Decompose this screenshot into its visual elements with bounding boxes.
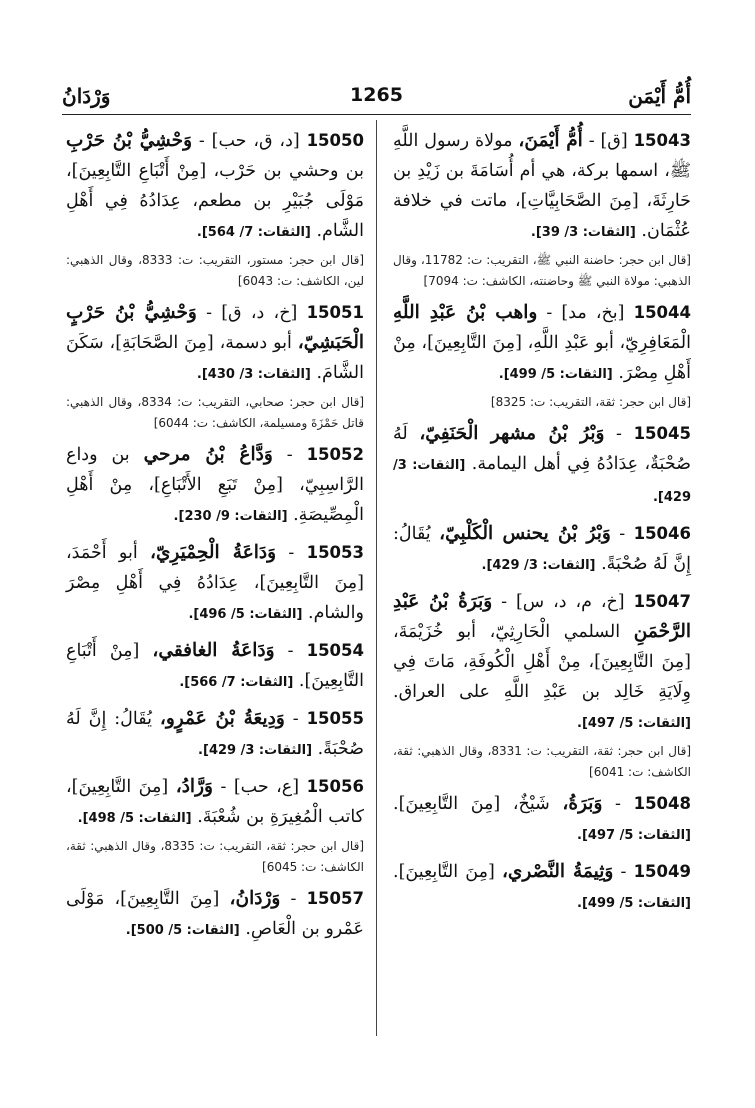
biography-entry: [66, 772, 364, 878]
entry-reference: [الثقات: 5/ 497].: [577, 716, 691, 731]
entry-name: واهب بْنُ عَبْدِ اللَّهِ: [393, 302, 538, 323]
entry-number: 15050: [306, 131, 364, 150]
page-header: [62, 84, 691, 114]
biography-entry: [66, 126, 364, 292]
entry-number: 15048: [633, 794, 691, 813]
entry-name: وَثِيمَةُ النَّصْري،: [501, 861, 614, 882]
entry-source-code: -: [292, 709, 299, 729]
entry-name: وَدَاعَةُ الغافقي،: [152, 640, 275, 661]
entry-text: [مِنَ التَّابِعِينَ].: [393, 862, 495, 882]
page-number: 1265: [350, 84, 403, 106]
biography-entry: [66, 298, 364, 434]
biography-entry: [393, 857, 691, 919]
biography-entry: [393, 587, 691, 783]
entry-footnote: [قال ابن حجر: حاضنة النبي ﷺ، التقريب: ت: 11782، وقال الذهبي: مولاة النبي ﷺ وحاضنته، الكاشف: ت: 7094]: [393, 253, 691, 288]
biography-entry: [393, 298, 691, 413]
entry-reference: [الثقات: 7/ 566].: [179, 675, 294, 690]
entry-source-code: -: [288, 543, 295, 563]
entry-footnote: [قال ابن حجر: صحابي، التقريب: ت: 8334، وقال الذهبي: قاتل حَمْزَةَ ومسيلمة، الكاشف: ت: 6044]: [66, 395, 364, 430]
entry-reference: [الثقات: 9/ 230].: [173, 509, 288, 524]
entry-text: لَهُ صُحْبَةٌ، عِدَادُهُ فِي أهل اليمامة.: [393, 424, 691, 474]
entry-source-code: -: [286, 445, 293, 465]
entry-text: بن وحشي بن حَرْب، [مِنْ أَتْبَاعِ التَّابِعِينَ]، مَوْلَى جُبَيْرِ بن مطعم، عِدَادُهُ فِي أَهْلِ الشَّام.: [66, 161, 364, 241]
entry-name: وَحْشِيُّ بْنُ حَرْبٍ الْحَبَشِيّ،: [66, 302, 364, 353]
biography-entry: [393, 419, 691, 513]
entry-name: وَبْرُ بْنُ يحنس الْكَلْبِيّ،: [439, 523, 611, 544]
entry-text: بن وداع الرَّاسِبِيّ، [مِنْ تَبَعِ الأَتْبَاعِ]، مِنْ أَهْلِ الْمِصِّيصَةِ.: [66, 445, 364, 525]
entry-footnote: [قال ابن حجر: مستور، التقريب: ت: 8333، وقال الذهبي: لين، الكاشف: ت: 6043]: [66, 253, 364, 288]
entry-reference: [الثقات: 3/ 429].: [481, 558, 596, 573]
entry-number: 15055: [306, 709, 364, 728]
entry-source-code: -: [620, 862, 627, 882]
entry-source-code: [ع، حب] -: [220, 777, 300, 797]
entry-reference: [الثقات: 5/ 496].: [188, 607, 303, 622]
entry-source-code: [د، ق، حب] -: [198, 131, 300, 151]
biography-entry: [393, 519, 691, 581]
entry-reference: [الثقات: 3/ 429].: [393, 458, 691, 505]
entry-text: [مِنَ التَّابِعِينَ]، مَوْلَى عَمْرو بن الْعَاصِ.: [66, 889, 364, 939]
biography-entry: [66, 704, 364, 766]
biography-entry: [66, 636, 364, 698]
entry-reference: [الثقات: 5/ 499].: [577, 896, 691, 911]
entry-number: 15051: [306, 303, 364, 322]
entry-text: [مِنَ التَّابِعِينَ]، كاتب الْمُغِيرَةِ بن شُعْبَةَ.: [66, 777, 364, 827]
entry-source-code: -: [619, 524, 626, 544]
entry-source-code: -: [615, 794, 621, 814]
right-column: [393, 126, 691, 925]
entry-number: 15043: [633, 131, 691, 150]
entry-number: 15044: [633, 303, 691, 322]
entry-reference: [الثقات: 5/ 497].: [577, 828, 691, 843]
entry-number: 15045: [633, 424, 691, 443]
left-column: [66, 126, 364, 952]
entry-name: وَحْشِيُّ بْنُ حَرْبِ: [66, 130, 193, 151]
entry-number: 15046: [633, 524, 691, 543]
entry-text: السلمي الْحَارِثِيّ، أبو خُزَيْمَةَ، [مِنَ التَّابِعِينَ]، مِنْ أَهْلِ الْكُوفَةِ، مَاتَ فِي وِلَايَةِ خَالِد بن عَبْدِ اللَّهِ على العراق.: [393, 622, 691, 702]
entry-reference: [الثقات: 3/ 430].: [196, 367, 311, 382]
entry-number: 15057: [306, 889, 364, 908]
entry-text: أبو أَحْمَدَ، [مِنَ التَّابِعِينَ]، عِدَادُهُ فِي أَهْلِ مِصْرَ والشام.: [66, 543, 364, 623]
entry-source-code: [بخ، مد] -: [546, 303, 625, 323]
entry-name: وَدَاعَةُ الْحِمْيَرِيّ،: [149, 542, 277, 563]
entry-text: أبو دسمة، [مِنَ الصَّحَابَةِ]، سَكَنَ الشَّامَ.: [66, 333, 364, 383]
entry-source-code: -: [616, 424, 622, 444]
entry-number: 15053: [306, 543, 364, 562]
entry-source-code: -: [287, 641, 294, 661]
entry-text: مولاة رسول اللَّهِ ﷺ، اسمها بركة، هي أم أُسَامَةَ بن زَيْدِ بن حَارِثَةَ، [مِنَ الصَّحَابِيَّاتِ]، ماتت في خلافة عُثْمَان.: [393, 131, 691, 241]
entry-reference: [الثقات: 5/ 499].: [498, 367, 613, 382]
entry-name: وَبْرُ بْنُ مشهر الْحَنَفِيّ،: [419, 423, 605, 444]
entry-text: يُقَالُ: إِنَّ لَهُ صُحْبَةً.: [393, 524, 691, 574]
entry-name: وَدِيعَةُ بْنُ عَمْرٍو،: [159, 708, 285, 729]
entry-number: 15054: [306, 641, 364, 660]
entry-text: الْمَعَافِرِيّ، أبو عَبْدِ اللَّهِ، [مِنَ التَّابِعِينَ]، مِنْ أَهْلِ مِصْرَ.: [393, 333, 691, 383]
entry-reference: [الثقات: 5/ 498].: [77, 811, 192, 826]
entry-reference: [الثقات: 3/ 429].: [198, 743, 313, 758]
running-title-left: وَرْدَانُ: [62, 84, 111, 108]
entry-name: وَرْدَانُ،: [229, 888, 281, 909]
entry-number: 15049: [633, 862, 691, 881]
entry-text: [مِنْ أَتْبَاعِ التَّابِعِينَ].: [66, 641, 364, 691]
entry-reference: [الثقات: 3/ 39].: [530, 225, 636, 240]
entry-reference: [الثقات: 5/ 500].: [125, 923, 240, 938]
entry-number: 15052: [306, 445, 364, 464]
entry-name: وَبَرَةُ بْنُ عَبْدِ الرَّحْمَنِ: [393, 591, 691, 642]
entry-text: يُقَالُ: إِنَّ لَهُ صُحْبَةً.: [66, 709, 364, 759]
entry-text: شَيْخٌ، [مِنَ التَّابِعِينَ].: [393, 794, 550, 814]
entry-reference: [الثقات: 7/ 564].: [196, 225, 311, 240]
entry-name: وَرَّادُ،: [175, 776, 213, 797]
biography-entry: [66, 538, 364, 630]
entry-source-code: [خ، د، ق] -: [206, 303, 298, 323]
entry-name: وَبَرَةُ،: [562, 793, 603, 814]
entry-source-code: [ق] -: [588, 131, 628, 151]
column-divider: [376, 120, 377, 1036]
entry-name: وَدَّاعُ بْنُ مرحي: [143, 444, 273, 465]
entry-footnote: [قال ابن حجر: ثقة، التقريب: ت: 8325]: [490, 395, 691, 409]
entry-number: 15047: [633, 592, 691, 611]
entry-footnote: [قال ابن حجر: ثقة، التقريب: ت: 8335، وقال الذهبي: ثقة، الكاشف: ت: 6045]: [66, 839, 364, 874]
entry-footnote: [قال ابن حجر: ثقة، التقريب: ت: 8331، وقال الذهبي: ثقة، الكاشف: ت: 6041]: [393, 744, 691, 779]
entry-source-code: -: [290, 889, 297, 909]
running-title-right: أُمُّ أَيْمَن: [628, 84, 691, 108]
header-rule: [62, 114, 691, 115]
biography-entry: [66, 440, 364, 532]
biography-entry: [393, 126, 691, 292]
entry-name: أُمُّ أَيْمَنَ،: [518, 130, 583, 151]
entry-number: 15056: [306, 777, 364, 796]
biography-entry: [393, 789, 691, 851]
biography-entry: [66, 884, 364, 946]
entry-source-code: [خ، م، د، س] -: [501, 592, 625, 612]
